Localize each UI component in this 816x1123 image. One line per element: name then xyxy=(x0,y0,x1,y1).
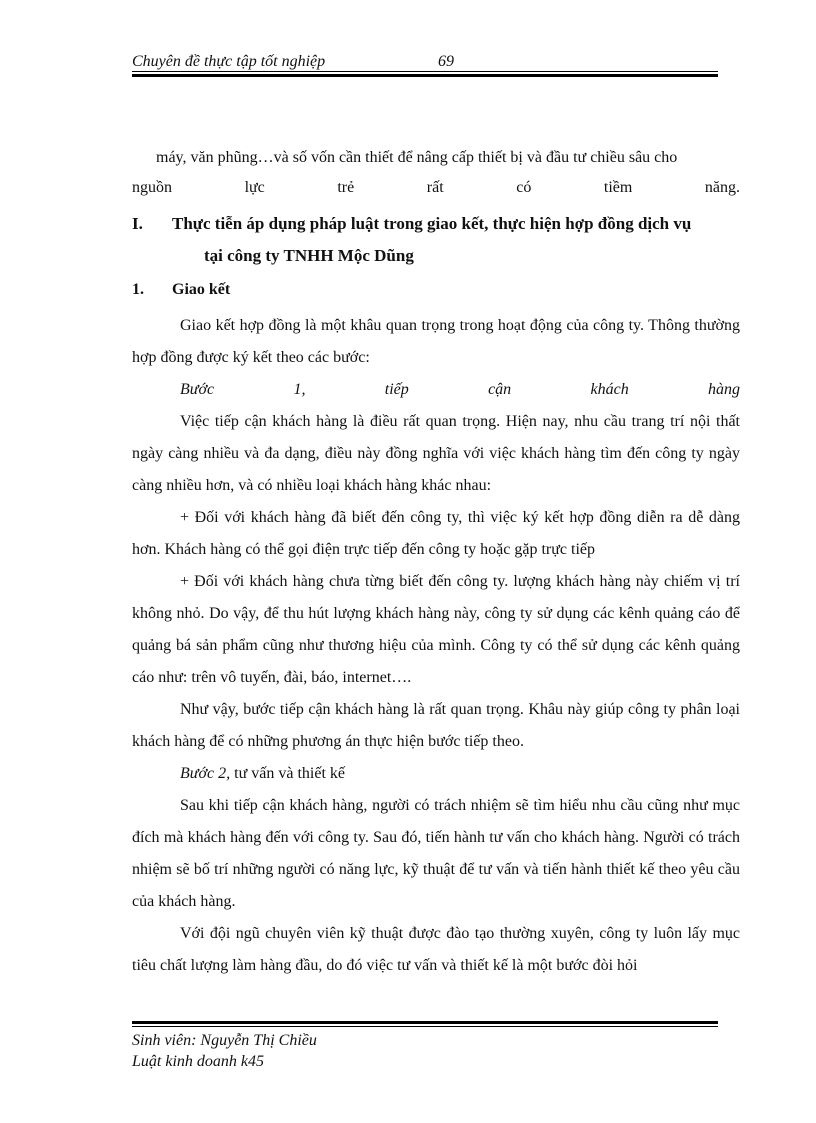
footer-class: Luật kinh doanh k45 xyxy=(132,1053,264,1070)
header-rule-thick xyxy=(132,74,718,77)
step-2-label: Bước 2, xyxy=(180,765,231,782)
step-2 xyxy=(132,758,740,790)
paragraph: Giao kết hợp đồng là một khâu quan trọng trong hoạt động của công ty. Thông thường hợp đồng được ký kết theo các bước: xyxy=(132,317,740,366)
subsection-title: Giao kết xyxy=(172,281,231,298)
footer-rule-thick xyxy=(132,1021,718,1024)
paragraph-line: máy, văn phũng…và số vốn cần thiết để nâng cấp thiết bị và đầu tư chiều sâu cho xyxy=(156,149,678,166)
paragraph: + Đối với khách hàng đã biết đến công ty, thì việc ký kết hợp đồng diễn ra dễ dàng hơn. Khách hàng có thể gọi điện trực tiếp đến công ty hoặc gặp trực tiếp xyxy=(132,509,740,558)
paragraph-line-justified: nguồn lực trẻ rất có tiềm năng. xyxy=(132,179,740,196)
paragraph-continued xyxy=(132,142,740,174)
page-footer xyxy=(132,1030,718,1072)
section-heading xyxy=(132,208,740,272)
page-body xyxy=(132,142,740,982)
step-2-text: tư vấn và thiết kế xyxy=(230,765,345,782)
paragraph: Sau khi tiếp cận khách hàng, người có trách nhiệm sẽ tìm hiểu nhu cầu cũng như mục đích mà khách hàng đến với công ty. Sau đó, tiến hành tư vấn cho khách hàng. Người có trách nhiệm sẽ bố trí những người có năng lực, kỹ thuật để tư vấn và tiến hành thiết kế theo yêu cầu của khách hàng. xyxy=(132,797,740,910)
footer-student: Sinh viên: Nguyễn Thị Chiều xyxy=(132,1032,317,1049)
paragraph: Như vậy, bước tiếp cận khách hàng là rất quan trọng. Khâu này giúp công ty phân loại khách hàng để có những phương án thực hiện bước tiếp theo. xyxy=(132,701,740,750)
header-rule-thin xyxy=(132,71,718,72)
paragraph: Với đội ngũ chuyên viên kỹ thuật được đào tạo thường xuyên, công ty luôn lấy mục tiêu chất lượng làm hàng đầu, do đó việc tư vấn và thiết kế là một bước đòi hỏi xyxy=(132,925,740,974)
section-title-line2: tại công ty TNHH Mộc Dũng xyxy=(204,246,414,265)
paragraph: + Đối với khách hàng chưa từng biết đến công ty. lượng khách hàng này chiếm vị trí không nhỏ. Do vậy, để thu hút lượng khách hàng này, công ty sử dụng các kênh quảng cáo để quảng bá sản phẩm cũng như thương hiệu của mình. Công ty có thể sử dụng các kênh quảng cáo như: trên vô tuyến, đài, báo, internet…. xyxy=(132,573,740,686)
subsection-heading xyxy=(132,274,740,306)
paragraph: Việc tiếp cận khách hàng là điều rất quan trọng. Hiện nay, nhu cầu trang trí nội thất ngày càng nhiều và đa dạng, điều này đồng nghĩa với việc khách hàng tìm đến công ty ngày càng nhiều hơn, và có nhiều loại khách hàng khác nhau: xyxy=(132,413,740,494)
subsection-number: 1. xyxy=(132,281,144,298)
page-number: 69 xyxy=(438,53,454,70)
section-number: I. xyxy=(132,214,143,233)
step-1: Bước 1, tiếp cận khách hàng xyxy=(180,381,740,398)
footer-rule-thin xyxy=(132,1026,718,1027)
document-title: Chuyên đề thực tập tốt nghiệp xyxy=(132,53,326,70)
section-title-line1: Thực tiễn áp dụng pháp luật trong giao kết, thực hiện hợp đồng dịch vụ xyxy=(172,214,692,233)
